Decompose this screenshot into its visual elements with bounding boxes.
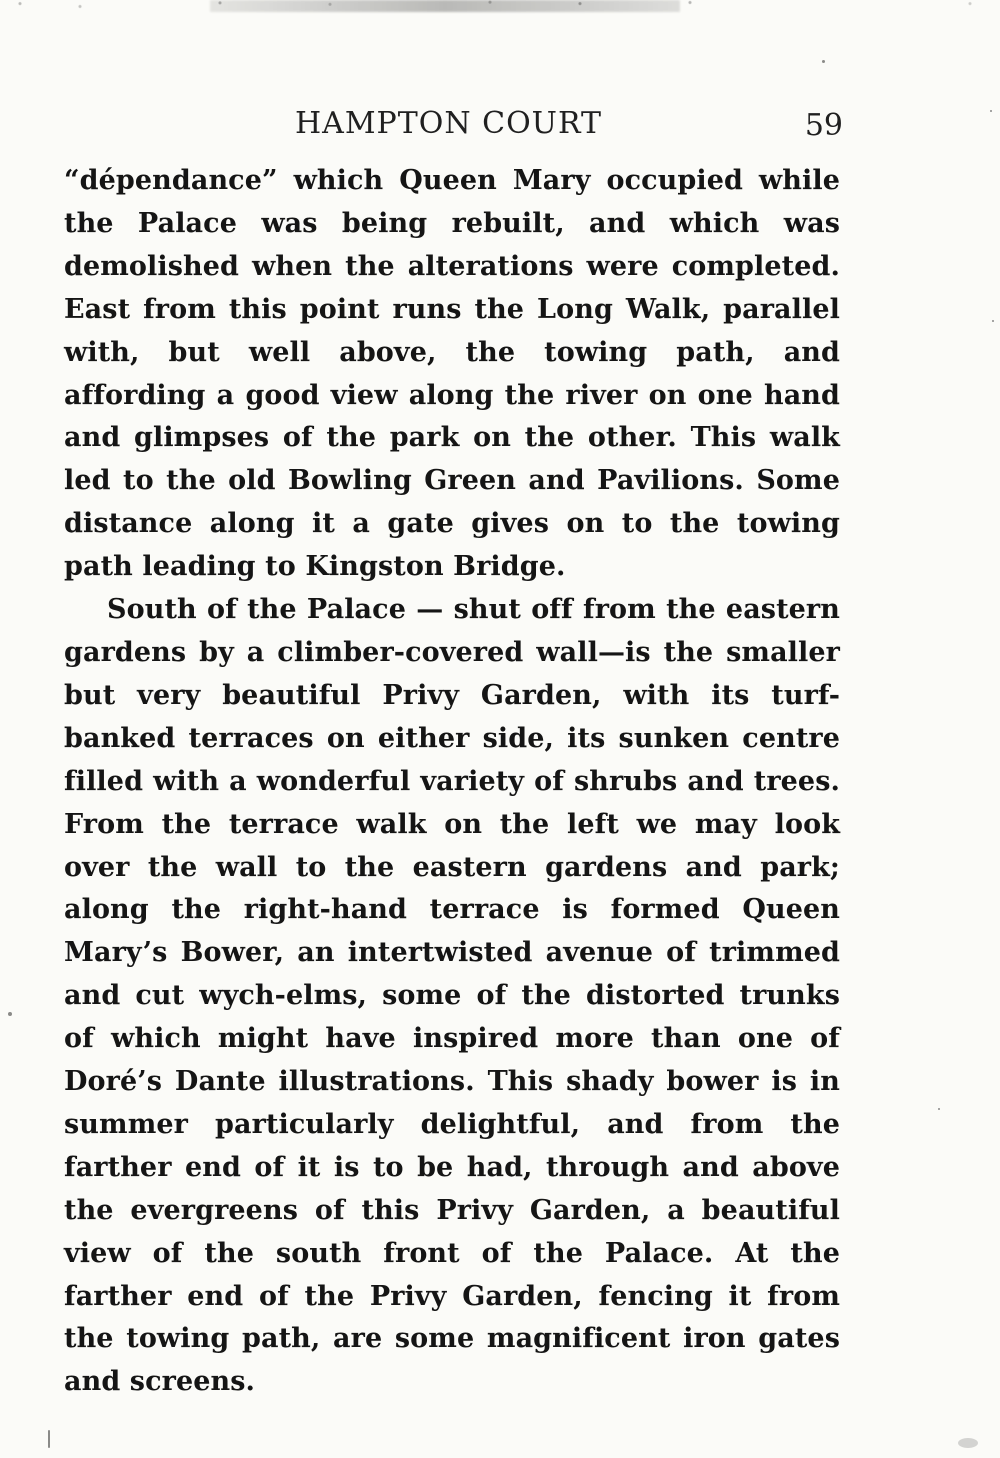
page-number: 59 — [804, 108, 843, 143]
scan-speck — [8, 1012, 12, 1016]
paragraph-1: “dépendance” which Queen Mary occupied while the Palace was being rebuilt, and which was demolished when the alterations were completed. East from this point runs the Long Walk, parallel with, but well above, the towing path, and affording a good view along the river on one hand and glimpses of the park on the other. This walk led to the old Bowling Green and Pavilions. Some distance along it a gate gives on to the towing path leading to Kingston Bridge. — [64, 165, 840, 583]
paragraph-2: South of the Palace — shut off from the eastern gardens by a climber-covered wall—is the smaller but very beautiful Privy Garden, with its turf-banked terraces on either side, its sunken centre filled with a wonderful variety of shrubs and trees. From the terrace walk on the left we may look over the wall to the eastern gardens and park; along the right-hand terrace is formed Queen Mary’s Bower, an intertwisted avenue of trimmed and cut wych-elms, some of the distorted trunks of which might have inspired more than one of Doré’s Dante illustrations. This shady bower is in summer particularly delightful, and from the farther end of it is to be had, through and above the evergreens of this Privy Garden, a beautiful view of the south front of the Palace. At the farther end of the Privy Garden, fencing it from the towing path, are some magnificent iron gates and screens. — [64, 594, 840, 1398]
scan-speck — [958, 1438, 978, 1448]
scan-speck — [992, 320, 994, 322]
scan-speck — [48, 1430, 50, 1448]
scan-top-band — [210, 0, 680, 12]
scan-speck — [822, 60, 825, 63]
scan-speck — [990, 110, 992, 112]
page-body — [64, 160, 840, 1404]
running-head: HAMPTON COURT — [295, 106, 603, 141]
scan-speck — [938, 1108, 940, 1110]
page-header — [65, 106, 843, 146]
